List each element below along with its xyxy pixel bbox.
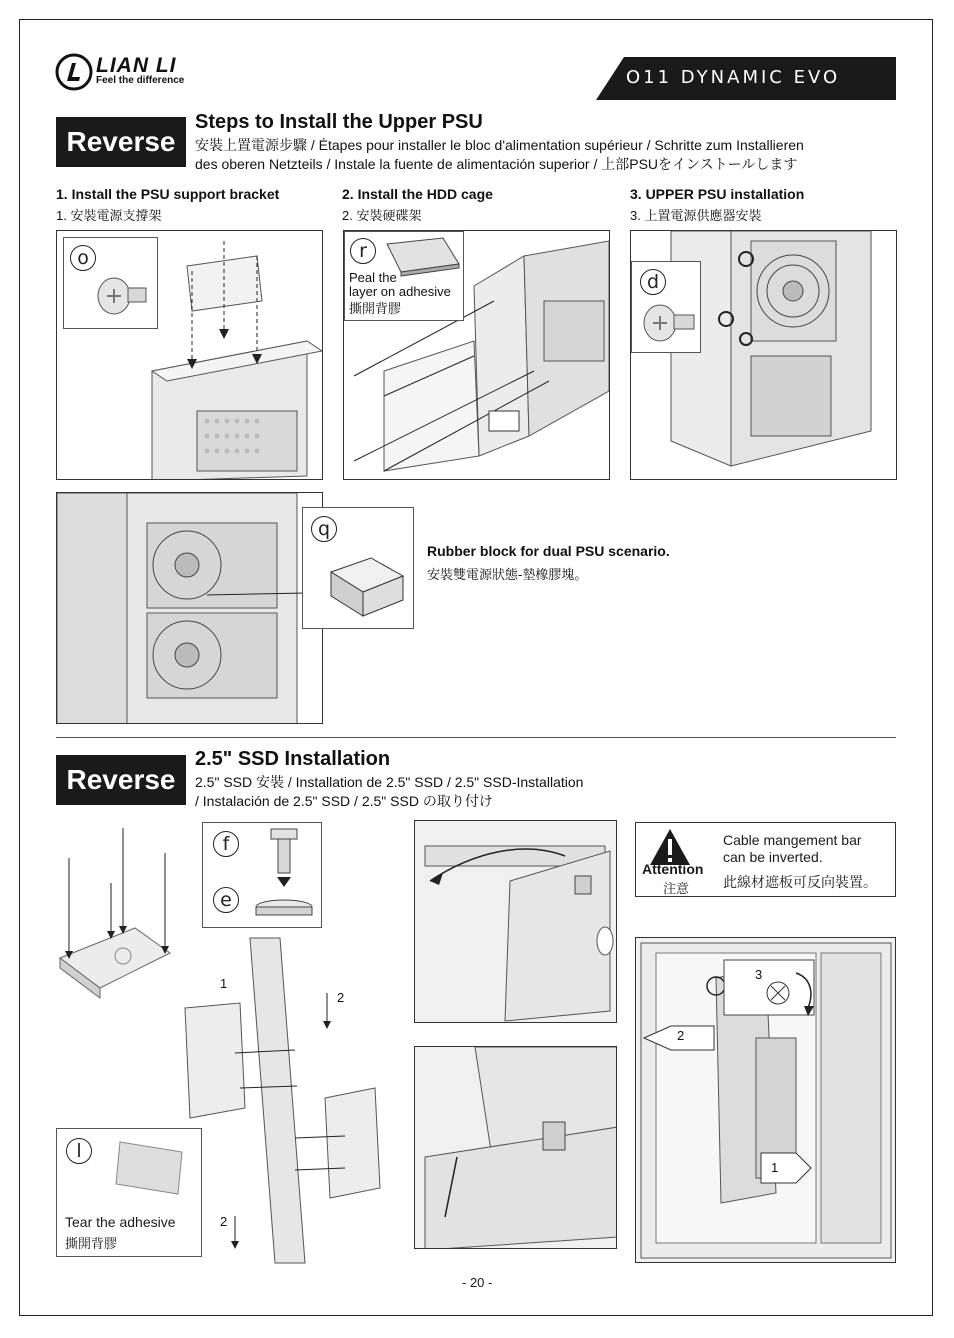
bar-removal-figure — [414, 820, 617, 1023]
lian-li-logo — [55, 53, 93, 91]
screw-icon — [92, 266, 152, 326]
adhesive-l-inset — [56, 1128, 202, 1257]
case-step-2-label: 2 — [677, 1028, 685, 1043]
ssd-step-2-label: 2 — [337, 990, 345, 1005]
step-3-subtitle: 3. 上置電源供應器安裝 — [630, 208, 762, 223]
screw-o-inset — [63, 237, 158, 329]
ssd-step-1-label: 1 — [220, 976, 228, 991]
attention-label-zh: 注意 — [663, 881, 690, 896]
model-name: O11 DYNAMIC EVO — [626, 67, 841, 88]
adhesive-text-zh: 撕開背膠 — [65, 1236, 118, 1251]
screw-d-inset — [631, 261, 701, 353]
ssd-subtitle-line-2: / Instalación de 2.5" SSD / 2.5" SSD の取り付け — [195, 793, 493, 809]
ssd-step-2b-label: 2 — [220, 1214, 228, 1229]
attention-text-2: can be inverted. — [723, 849, 823, 865]
bar-thumbscrew-figure — [414, 1046, 617, 1249]
inset-r-line-2: layer on adhesive — [349, 284, 451, 299]
brand-tagline: Feel the difference — [96, 75, 185, 86]
inset-r-line-1: Peal the — [349, 270, 397, 285]
screw-fe-inset — [202, 822, 322, 928]
reverse-badge: Reverse — [56, 117, 186, 167]
step-1-subtitle: 1. 安裝電源支撐架 — [56, 208, 162, 223]
part-q-label: q — [311, 516, 337, 542]
step-3-figure — [630, 230, 897, 480]
attention-text-zh: 此線材遮板可反向裝置。 — [723, 874, 877, 890]
section-subtitle — [195, 136, 895, 174]
case-illustration — [636, 938, 896, 1263]
adhesive-r-inset — [344, 231, 464, 321]
step-2-title: 2. Install the HDD cage — [342, 186, 493, 202]
rubber-block-icon — [327, 554, 407, 620]
step-1-title: 1. Install the PSU support bracket — [56, 186, 280, 202]
adhesive-pad-icon — [112, 1134, 197, 1202]
case-step-3-label: 3 — [755, 967, 763, 982]
part-l-label: l — [66, 1138, 92, 1164]
standoff-icon — [251, 827, 317, 925]
section-title: Steps to Install the Upper PSU — [195, 111, 483, 133]
cable-bar-illustration — [415, 821, 617, 1023]
rubber-q-inset — [302, 507, 414, 629]
dual-psu-illustration — [57, 493, 323, 724]
part-f-label: f — [213, 831, 239, 857]
case-bar-figure — [635, 937, 896, 1263]
reverse-badge-2: Reverse — [56, 755, 186, 805]
ssd-section-title: 2.5" SSD Installation — [195, 748, 391, 770]
subtitle-line-1: 安裝上置電源步驟 / Étapes pour installer le bloc d'alimentation supérieur / Schritte zum Installieren — [195, 137, 804, 153]
dual-psu-figure — [56, 492, 323, 724]
section-divider — [56, 737, 896, 738]
inset-r-line-3: 撕開背膠 — [349, 301, 402, 316]
attention-label: Attention — [642, 861, 704, 877]
part-e-label: e — [213, 887, 239, 913]
rubber-block-subtitle: 安裝雙電源狀態-墊橡膠塊。 — [427, 567, 588, 582]
rubber-block-title: Rubber block for dual PSU scenario. — [427, 543, 670, 559]
step-2-figure — [343, 230, 610, 480]
subtitle-line-2: des oberen Netzteils / Instale la fuente de alimentación superior / 上部PSUをインストールします — [195, 156, 798, 172]
part-o-label: o — [70, 245, 96, 271]
attention-text-1: Cable mangement bar — [723, 832, 862, 848]
thumbscrew-illustration — [415, 1047, 617, 1249]
step-1-figure — [56, 230, 323, 480]
ssd-section-subtitle — [195, 773, 895, 811]
adhesive-text-en: Tear the adhesive — [65, 1214, 176, 1230]
part-d-label: d — [640, 269, 666, 295]
case-step-1-label: 1 — [771, 1160, 779, 1175]
part-r-label: r — [350, 238, 376, 264]
attention-box — [635, 822, 896, 897]
brand-name: LIAN LI — [96, 54, 177, 77]
ssd-subtitle-line-1: 2.5" SSD 安裝 / Installation de 2.5" SSD / 2.5" SSD-Installation — [195, 774, 584, 790]
step-2-subtitle: 2. 安裝硬碟架 — [342, 208, 422, 223]
page-number: - 20 - — [462, 1275, 493, 1290]
thumbscrew-icon — [640, 297, 698, 347]
step-3-title: 3. UPPER PSU installation — [630, 186, 805, 202]
